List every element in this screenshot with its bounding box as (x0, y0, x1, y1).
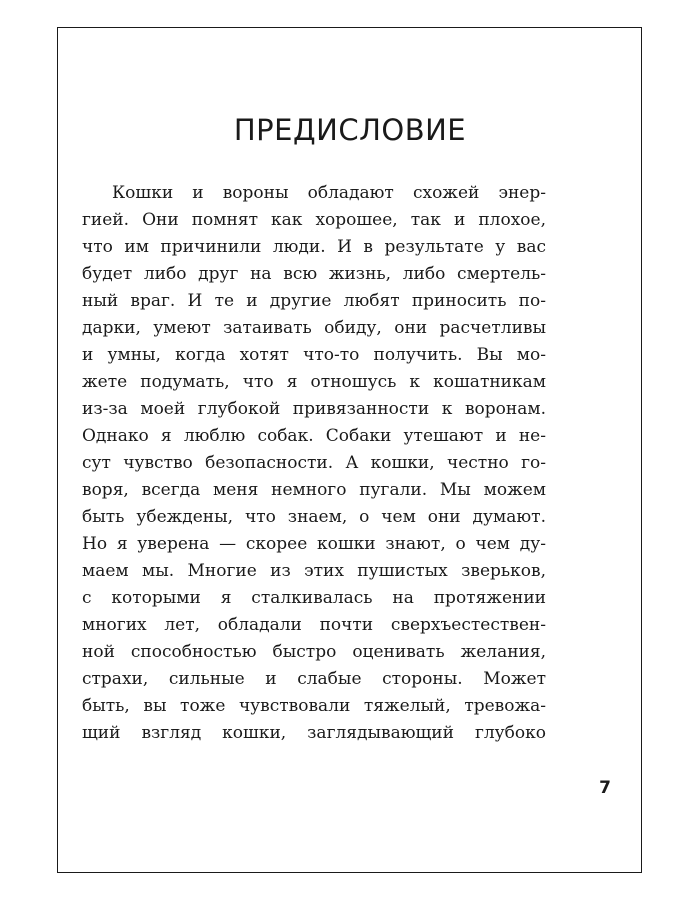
text-line: быть, вы тоже чувствовали тяжелый, тревожа- (82, 696, 546, 716)
page-number: 7 (599, 778, 611, 798)
text-line: будет либо друг на всю жизнь, либо смертель- (82, 264, 546, 284)
text-line: Однако я люблю собак. Собаки утешают и не- (82, 426, 546, 446)
text-line: ный враг. И те и другие любят приносить по- (82, 291, 546, 311)
text-line: жете подумать, что я отношусь к кошатникам (82, 372, 546, 392)
text-line: гией. Они помнят как хорошее, так и плохое, (82, 210, 546, 230)
text-line: дарки, умеют затаивать обиду, они расчетливы (82, 318, 546, 338)
text-line: сут чувство безопасности. А кошки, честно го- (82, 453, 546, 473)
text-line: Но я уверена — скорее кошки знают, о чем ду- (82, 534, 546, 554)
text-line: ной способностью быстро оценивать желания, (82, 642, 546, 662)
text-line: воря, всегда меня немного пугали. Мы можем (82, 480, 546, 500)
text-line: с которыми я сталкивалась на протяжении (82, 588, 546, 608)
text-line: щий взгляд кошки, заглядывающий глубоко (82, 723, 546, 743)
text-line: из-за моей глубокой привязанности к воронам. (82, 399, 546, 419)
text-line: быть убеждены, что знаем, о чем они думают. (82, 507, 546, 527)
text-line: маем мы. Многие из этих пушистых зверьков, (82, 561, 546, 581)
text-line: Кошки и вороны обладают схожей энер- (112, 183, 546, 203)
text-line: многих лет, обладали почти сверхъестествен- (82, 615, 546, 635)
body-text (82, 180, 546, 747)
text-line: что им причинили люди. И в результате у вас (82, 237, 546, 257)
text-line: и умны, когда хотят что-то получить. Вы мо- (82, 345, 546, 365)
chapter-title: ПРЕДИСЛОВИЕ (233, 113, 467, 147)
text-line: страхи, сильные и слабые стороны. Может (82, 669, 546, 689)
